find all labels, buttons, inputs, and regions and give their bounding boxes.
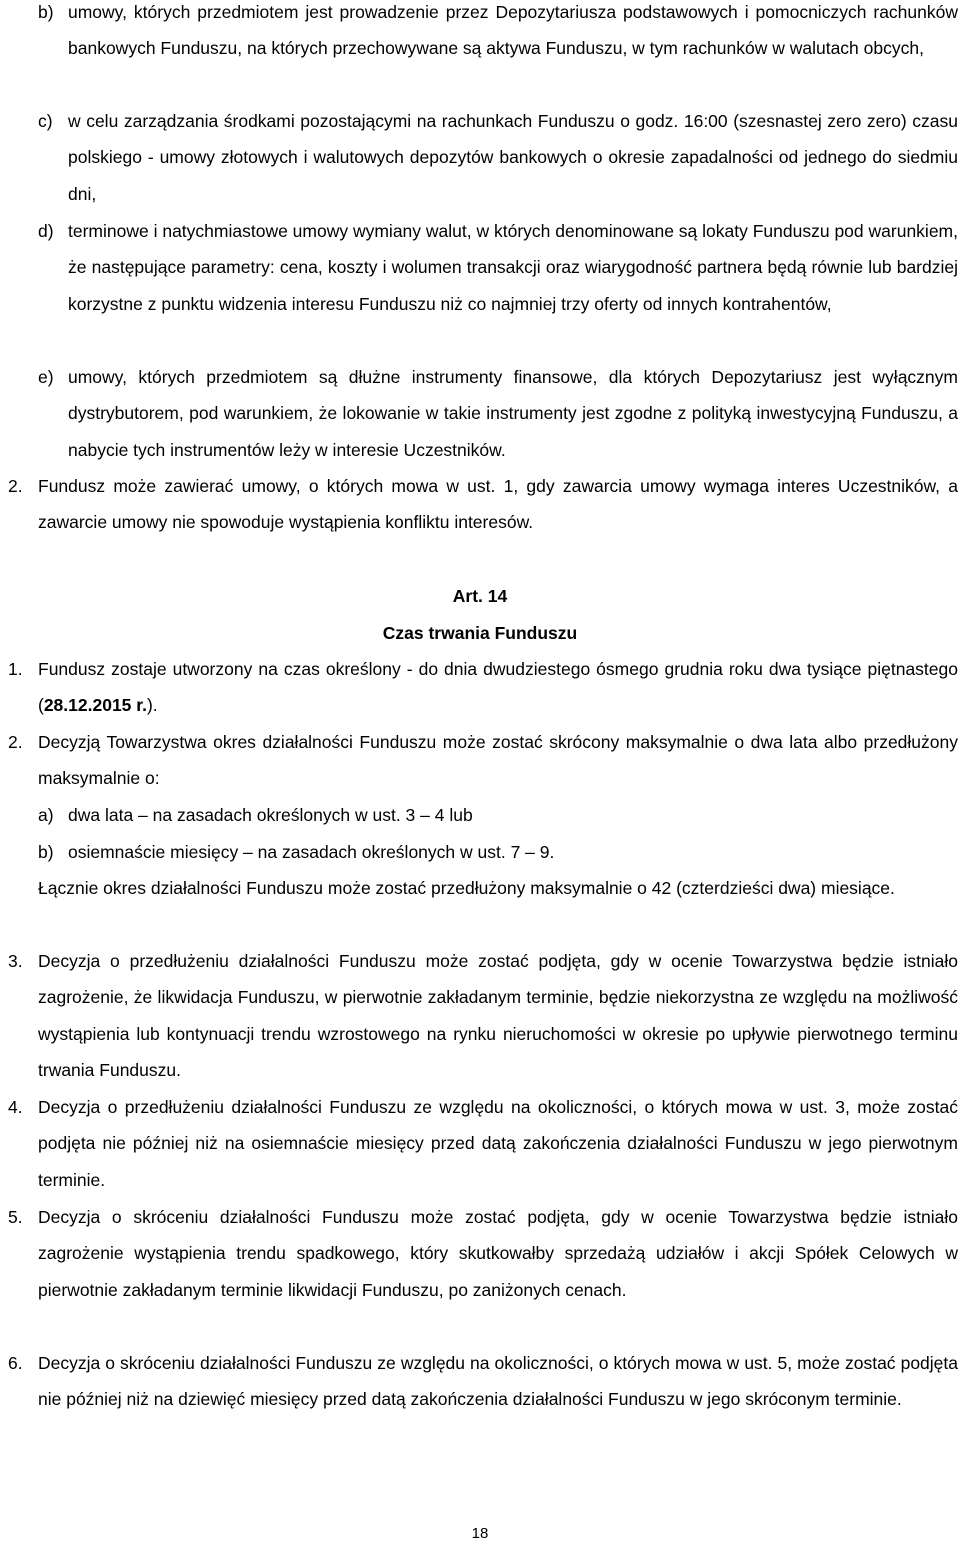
paragraph-2-prev: [8, 468, 958, 541]
list-text: w celu zarządzania środkami pozostającymi na rachunkach Funduszu o godz. 16:00 (szesnastej zero zero) czasu polskiego - umowy złotowych i walutowych depozytów bankowych o okresie zapadalności od jednego do siedmiu dni,: [68, 111, 958, 204]
paragraph-text: Decyzja o skróceniu działalności Funduszu ze względu na okoliczności, o których mowa w ust. 5, może zostać podjęta nie później niż na dziewięć miesięcy przed datą zakończenia działalności Funduszu w jego skróconym terminie.: [38, 1353, 958, 1410]
paragraph-number: 1.: [8, 659, 23, 679]
paragraph-text: Decyzja o przedłużeniu działalności Funduszu ze względu na okoliczności, o których mowa w ust. 3, może zostać podjęta nie później niż na osiemnaście miesięcy przed datą zakończenia działalności Funduszu w jego pierwotnym terminie.: [38, 1097, 958, 1190]
list-text: dwa lata – na zasadach określonych w ust. 3 – 4 lub: [68, 805, 473, 825]
paragraph-text: Fundusz może zawierać umowy, o których mowa w ust. 1, gdy zawarcia umowy wymaga interes Uczestników, a zawarcie umowy nie spowoduje wystąpienia konfliktu interesów.: [38, 476, 958, 533]
list-item-c: [38, 103, 958, 212]
paragraph-number: 3.: [8, 951, 23, 971]
paragraph-2: [8, 724, 958, 797]
list-text: umowy, których przedmiotem są dłużne instrumenty finansowe, dla których Depozytariusz jest wyłącznym dystrybutorem, pod warunkiem, że lokowanie w takie instrumenty jest zgodne z polityką inwestycyjną Funduszu, a nabycie tych instrumentów leży w interesie Uczestników.: [68, 367, 958, 460]
list-text: umowy, których przedmiotem jest prowadzenie przez Depozytariusza podstawowych i pomocniczych rachunków bankowych Funduszu, na których przechowywane są aktywa Funduszu, w tym rachunków w walutach obcych,: [68, 2, 958, 59]
list-item-d: [38, 213, 958, 322]
paragraph-number: 2.: [8, 732, 23, 752]
paragraph-text-part: ).: [146, 695, 158, 716]
list-label: b): [38, 842, 54, 862]
paragraph-text: Decyzja o skróceniu działalności Funduszu może zostać podjęta, gdy w ocenie Towarzystwa będzie istniało zagrożenie wystąpienia trendu spadkowego, który skutkowałby sprzedażą udziałów i akcji Spółek Celowych w pierwotnie zakładanym terminie likwidacji Funduszu, po zaniżonych cenach.: [38, 1207, 958, 1300]
paragraph-text: Decyzją Towarzystwa okres działalności Funduszu może zostać skrócony maksymalnie o dwa lata albo przedłużony maksymalnie o:: [38, 732, 958, 789]
end-date: 28.12.2015 r.: [43, 695, 147, 716]
paragraph-1: [8, 651, 958, 724]
list-item-b: [38, 0, 958, 67]
paragraph-3: [8, 943, 958, 1089]
list-label: e): [38, 367, 54, 387]
list-label: b): [38, 2, 54, 22]
list-text: terminowe i natychmiastowe umowy wymiany walut, w których denominowane są lokaty Funduszu pod warunkiem, że następujące parametry: cena, koszty i wolumen transakcji oraz wiarygodność partnera będą równie lub bardziej korzystne z punktu widzenia interesu Funduszu niż co najmniej trzy oferty od innych kontrahentów,: [68, 221, 958, 314]
list-item-e: [38, 359, 958, 468]
paragraph-number: 4.: [8, 1097, 23, 1117]
article-title: Czas trwania Funduszu: [382, 623, 578, 643]
paragraph-2-summary: Łącznie okres działalności Funduszu może zostać przedłużony maksymalnie o 42 (czterdzieści dwa) miesiące.: [38, 878, 895, 898]
paragraph-number: 2.: [8, 476, 23, 496]
list-label: a): [38, 805, 54, 825]
page-number: 18: [471, 1525, 489, 1542]
sub-item-b: [38, 834, 958, 870]
paragraph-4: [8, 1089, 958, 1198]
paragraph-number: 6.: [8, 1353, 23, 1373]
paragraph-number: 5.: [8, 1207, 23, 1227]
paragraph-text: Decyzja o przedłużeniu działalności Funduszu może zostać podjęta, gdy w ocenie Towarzystwa będzie istniało zagrożenie, że likwidacja Funduszu, w pierwotnie zakładanym terminie, będzie niekorzystna ze względu na możliwość wystąpienia lub kontynuacji trendu wzrostowego na rynku nieruchomości w okresie po upływie pierwotnego terminu trwania Funduszu.: [38, 951, 958, 1081]
paragraph-5: [8, 1199, 958, 1308]
paragraph-6: [8, 1345, 958, 1418]
paragraph-text-part: Fundusz zostaje utworzony na czas określony - do dnia dwudziestego ósmego grudnia roku dwa tysiące piętnastego (: [38, 659, 958, 716]
article-number: Art. 14: [452, 586, 508, 606]
paragraph-text: [38, 651, 958, 724]
list-text: osiemnaście miesięcy – na zasadach określonych w ust. 7 – 9.: [68, 842, 555, 862]
sub-item-a: [38, 797, 958, 833]
list-label: c): [38, 111, 53, 131]
list-label: d): [38, 221, 54, 241]
